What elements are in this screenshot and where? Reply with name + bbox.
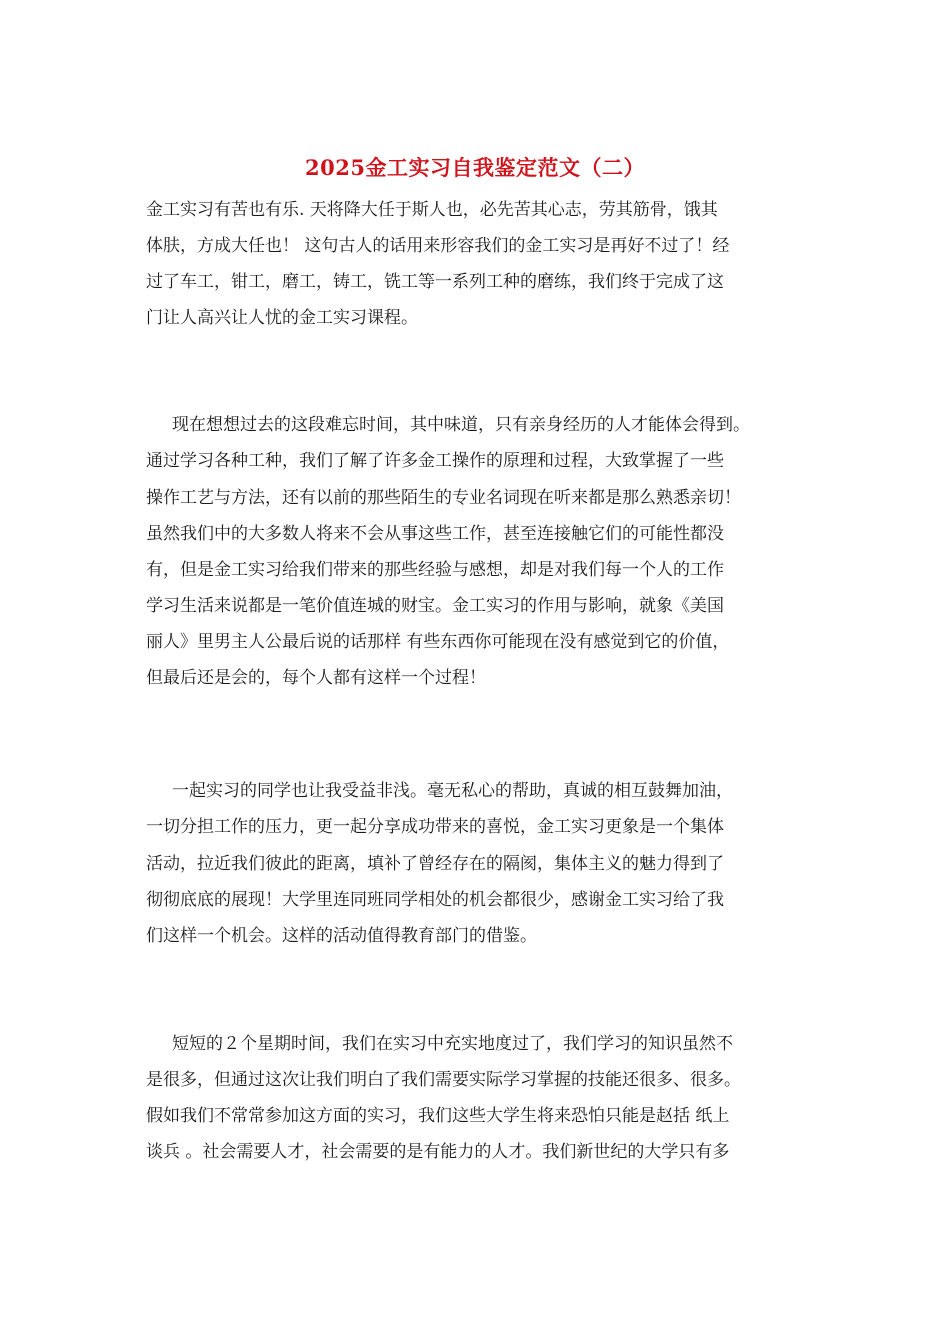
document-title: 2025金工实习自我鉴定范文（二） bbox=[305, 155, 645, 180]
paragraph-2-line-3: 操作工艺与方法，还有以前的那些陌生的专业名词现在听来都是那么熟悉亲切！ bbox=[146, 488, 741, 508]
paragraph-4-line-1: 短短的２个星期时间，我们在实习中充实地度过了，我们学习的知识虽然不 bbox=[172, 1034, 733, 1054]
paragraph-3-line-1: 一起实习的同学也让我受益非浅。毫无私心的帮助，真诚的相互鼓舞加油， bbox=[172, 781, 733, 801]
paragraph-2-line-6: 学习生活来说都是一笔价值连城的财宝。金工实习的作用与影响，就象《美国 bbox=[146, 596, 724, 616]
paragraph-1-line-3: 过了车工，钳工，磨工，铸工，铣工等一系列工种的磨练，我们终于完成了这 bbox=[146, 272, 724, 292]
paragraph-3-line-2: 一切分担工作的压力，更一起分享成功带来的喜悦，金工实习更象是一个集体 bbox=[146, 817, 724, 837]
paragraph-1-line-2: 体肤，方成大任也！ 这句古人的话用来形容我们的金工实习是再好不过了！经 bbox=[146, 236, 730, 256]
paragraph-1-line-4: 门让人高兴让人忧的金工实习课程。 bbox=[146, 308, 418, 328]
paragraph-3-line-5: 们这样一个机会。这样的活动值得教育部门的借鉴。 bbox=[146, 926, 537, 946]
paragraph-2-line-7: 丽人》里男主人公最后说的话那样 有些东西你可能现在没有感觉到它的价值， bbox=[146, 632, 730, 652]
paragraph-2-line-1: 现在想想过去的这段难忘时间，其中味道，只有亲身经历的人才能体会得到。 bbox=[172, 415, 750, 435]
paragraph-4-line-4: 谈兵 。社会需要人才，社会需要的是有能力的人才。我们新世纪的大学只有多 bbox=[146, 1142, 730, 1162]
paragraph-2-line-8: 但最后还是会的，每个人都有这样一个过程！ bbox=[146, 668, 486, 688]
paragraph-2-line-4: 虽然我们中的大多数人将来不会从事这些工作，甚至连接触它们的可能性都没 bbox=[146, 524, 724, 544]
paragraph-3-line-3: 活动，拉近我们彼此的距离，填补了曾经存在的隔阂，集体主义的魅力得到了 bbox=[146, 854, 724, 874]
paragraph-2-line-2: 通过学习各种工种，我们了解了许多金工操作的原理和过程，大致掌握了一些 bbox=[146, 451, 724, 471]
paragraph-3-line-4: 彻彻底底的展现！大学里连同班同学相处的机会都很少，感谢金工实习给了我 bbox=[146, 890, 724, 910]
paragraph-2-line-5: 有，但是金工实习给我们带来的那些经验与感想，却是对我们每一个人的工作 bbox=[146, 560, 724, 580]
paragraph-1-line-1: 金工实习有苦也有乐. 天将降大任于斯人也，必先苦其心志，劳其筋骨，饿其 bbox=[146, 200, 718, 220]
paragraph-4-line-2: 是很多，但通过这次让我们明白了我们需要实际学习掌握的技能还很多、很多。 bbox=[146, 1070, 741, 1090]
paragraph-4-line-3: 假如我们不常常参加这方面的实习，我们这些大学生将来恐怕只能是赵括 纸上 bbox=[146, 1106, 730, 1126]
